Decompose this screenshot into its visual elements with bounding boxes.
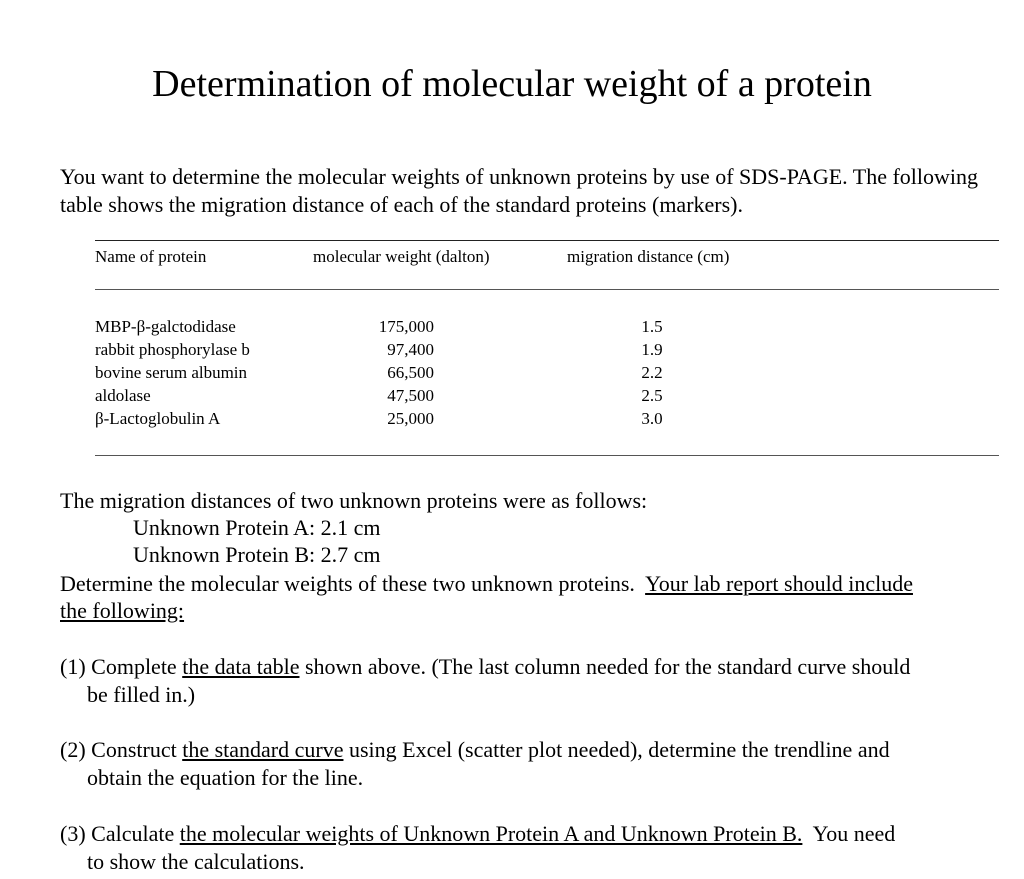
item-2-continuation: obtain the equation for the line. xyxy=(87,765,364,790)
migration-distance-cell: 3.0 xyxy=(641,409,663,428)
unknown-protein-b: Unknown Protein B: 2.7 cm xyxy=(133,542,381,567)
item-3-rest: You need xyxy=(812,821,896,846)
molecular-weight-cell: 175,000 xyxy=(378,317,434,336)
molecular-weight-column xyxy=(362,315,434,430)
table-top-rule xyxy=(95,240,999,241)
item-1-continuation: be filled in.) xyxy=(87,682,196,707)
item-2-lead: (2) Construct xyxy=(60,737,177,762)
protein-name-cell: rabbit phosphorylase b xyxy=(95,340,250,359)
item-1 xyxy=(60,653,910,681)
determine-text: Determine the molecular weights of these two unknown proteins. xyxy=(60,571,635,596)
protein-name-cell: aldolase xyxy=(95,386,151,405)
table-bottom-rule xyxy=(95,455,999,456)
item-2-underline: the standard curve xyxy=(182,737,344,762)
molecular-weight-cell: 97,400 xyxy=(387,340,434,359)
protein-name-cell: β-Lactoglobulin A xyxy=(95,409,221,428)
table-header-rule xyxy=(95,289,999,290)
header-molecular-weight: molecular weight (dalton) xyxy=(313,247,490,266)
migration-distance-cell: 2.2 xyxy=(641,363,663,382)
molecular-weight-cell: 66,500 xyxy=(387,363,434,382)
lab-report-requirement: Your lab report should include xyxy=(645,571,913,596)
protein-name-column xyxy=(95,315,250,430)
item-2 xyxy=(60,736,890,764)
intro-paragraph: You want to determine the molecular weights of unknown proteins by use of SDS-PAGE. The following table shows the migration distance of each of the standard proteins (markers). xyxy=(60,164,979,217)
item-1-rest: shown above. (The last column needed for the standard curve should xyxy=(304,654,911,679)
header-name-of-protein: Name of protein xyxy=(95,247,207,266)
page-title: Determination of molecular weight of a protein xyxy=(152,63,872,105)
molecular-weight-cell: 25,000 xyxy=(387,409,434,428)
migration-distance-cell: 1.5 xyxy=(641,317,663,336)
item-3-continuation: to show the calculations. xyxy=(87,849,305,874)
protein-name-cell: MBP-β-galctodidase xyxy=(95,317,236,336)
item-3 xyxy=(60,820,895,848)
migration-distance-cell: 2.5 xyxy=(641,386,663,405)
determine-instruction-cont xyxy=(60,597,184,625)
unknowns-intro: The migration distances of two unknown proteins were as follows: xyxy=(60,488,648,513)
molecular-weight-cell: 47,500 xyxy=(387,386,434,405)
migration-distance-cell: 1.9 xyxy=(641,340,663,359)
determine-instruction xyxy=(60,570,913,598)
lab-report-requirement-cont: the following: xyxy=(60,598,185,623)
unknown-protein-a: Unknown Protein A: 2.1 cm xyxy=(133,515,381,540)
migration-distance-column xyxy=(630,315,674,430)
header-migration-distance: migration distance (cm) xyxy=(567,247,730,266)
item-2-rest: using Excel (scatter plot needed), determine the trendline and xyxy=(348,737,890,762)
item-1-lead: (1) Complete xyxy=(60,654,177,679)
protein-name-cell: bovine serum albumin xyxy=(95,363,248,382)
item-3-underline: the molecular weights of Unknown Protein A and Unknown Protein B. xyxy=(179,821,803,846)
item-1-underline: the data table xyxy=(182,654,300,679)
item-3-lead: (3) Calculate xyxy=(60,821,175,846)
